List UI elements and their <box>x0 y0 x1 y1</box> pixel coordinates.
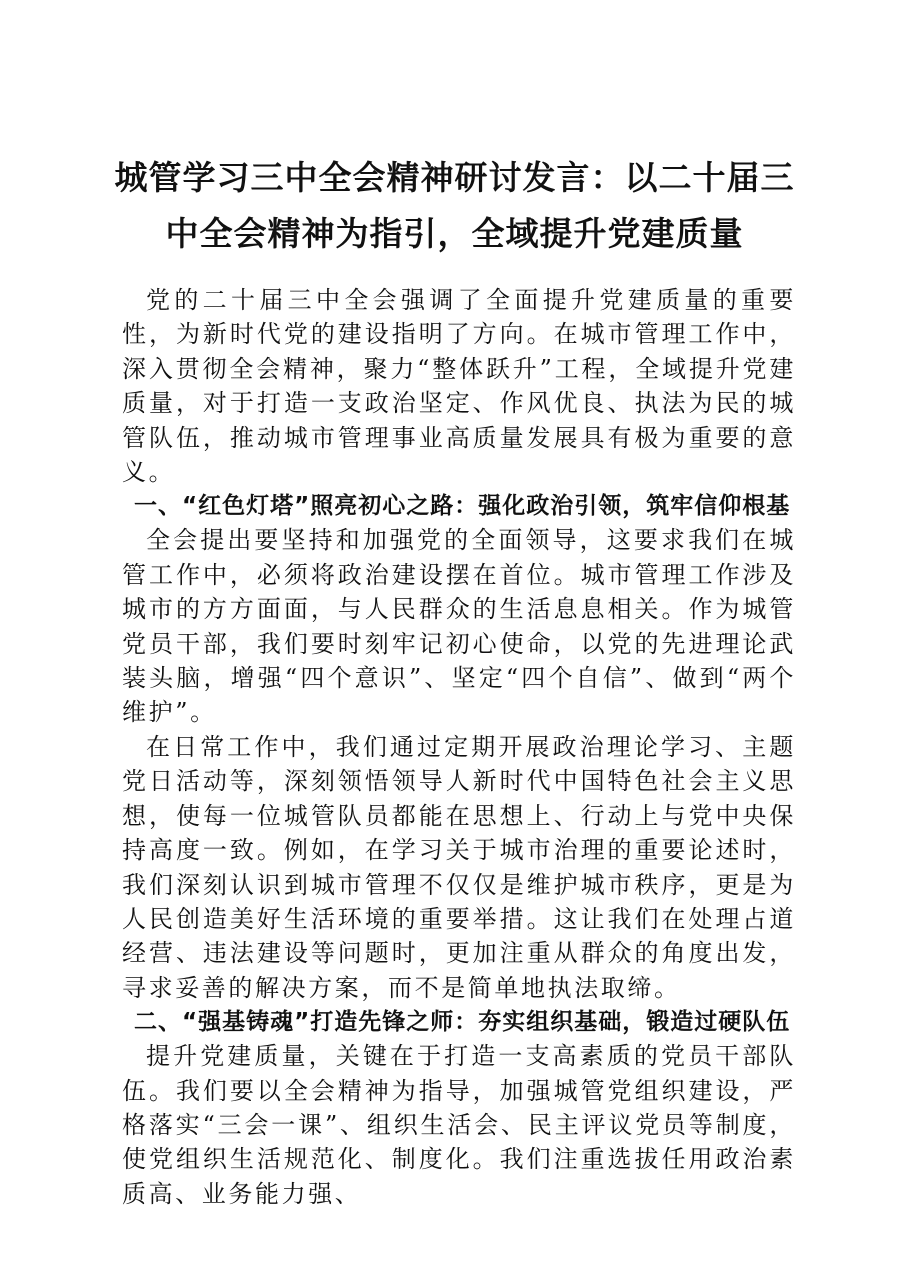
section-1-paragraph-2: 在日常工作中，我们通过定期开展政治理论学习、主题党日活动等，深刻领悟领导人新时代中国特色社会主义思想，使每一位城管队员都能在思想上、行动上与党中央保持高度一致。例如，在学习关于城市治理的重要论述时，我们深刻认识到城市管理不仅仅是维护城市秩序，更是为人民创造美好生活环境的重要举措。这让我们在处理占道经营、违法建设等问题时，更加注重从群众的角度出发，寻求妥善的解决方案，而不是简单地执法取缔。 <box>122 732 796 1002</box>
section-1-heading: 一、“红色灯塔”照亮初心之路：强化政治引领，筑牢信仰根基 <box>134 493 791 520</box>
intro-paragraph: 党的二十届三中全会强调了全面提升党建质量的重要性，为新时代党的建设指明了方向。在城市管理工作中，深入贯彻全会精神，聚力“整体跃升”工程，全域提升党建质量，对于打造一支政治坚定、作风优良、执法为民的城管队伍，推动城市管理事业高质量发展具有极为重要的意义。 <box>122 286 796 487</box>
section-1-paragraph-1: 全会提出要坚持和加强党的全面领导，这要求我们在城管工作中，必须将政治建设摆在首位。城市管理工作涉及城市的方方面面，与人民群众的生活息息相关。作为城管党员干部，我们要时刻牢记初心使命，以党的先进理论武装头脑，增强“四个意识”、坚定“四个自信”、做到“两个维护”。 <box>122 526 796 727</box>
document-title: 城管学习三中全会精神研讨发言：以二十届三中全会精神为指引，全域提升党建质量 <box>114 158 795 253</box>
document-body <box>122 283 796 1211</box>
section-2-heading: 二、“强基铸魂”打造先锋之师：夯实组织基础，锻造过硬队伍 <box>134 1009 791 1036</box>
section-2-paragraph-1: 提升党建质量，关键在于打造一支高素质的党员干部队伍。我们要以全会精神为指导，加强城管党组织建设，严格落实“三会一课”、组织生活会、民主评议党员等制度，使党组织生活规范化、制度化。我们注重选拔任用政治素质高、业务能力强、 <box>122 1042 796 1208</box>
